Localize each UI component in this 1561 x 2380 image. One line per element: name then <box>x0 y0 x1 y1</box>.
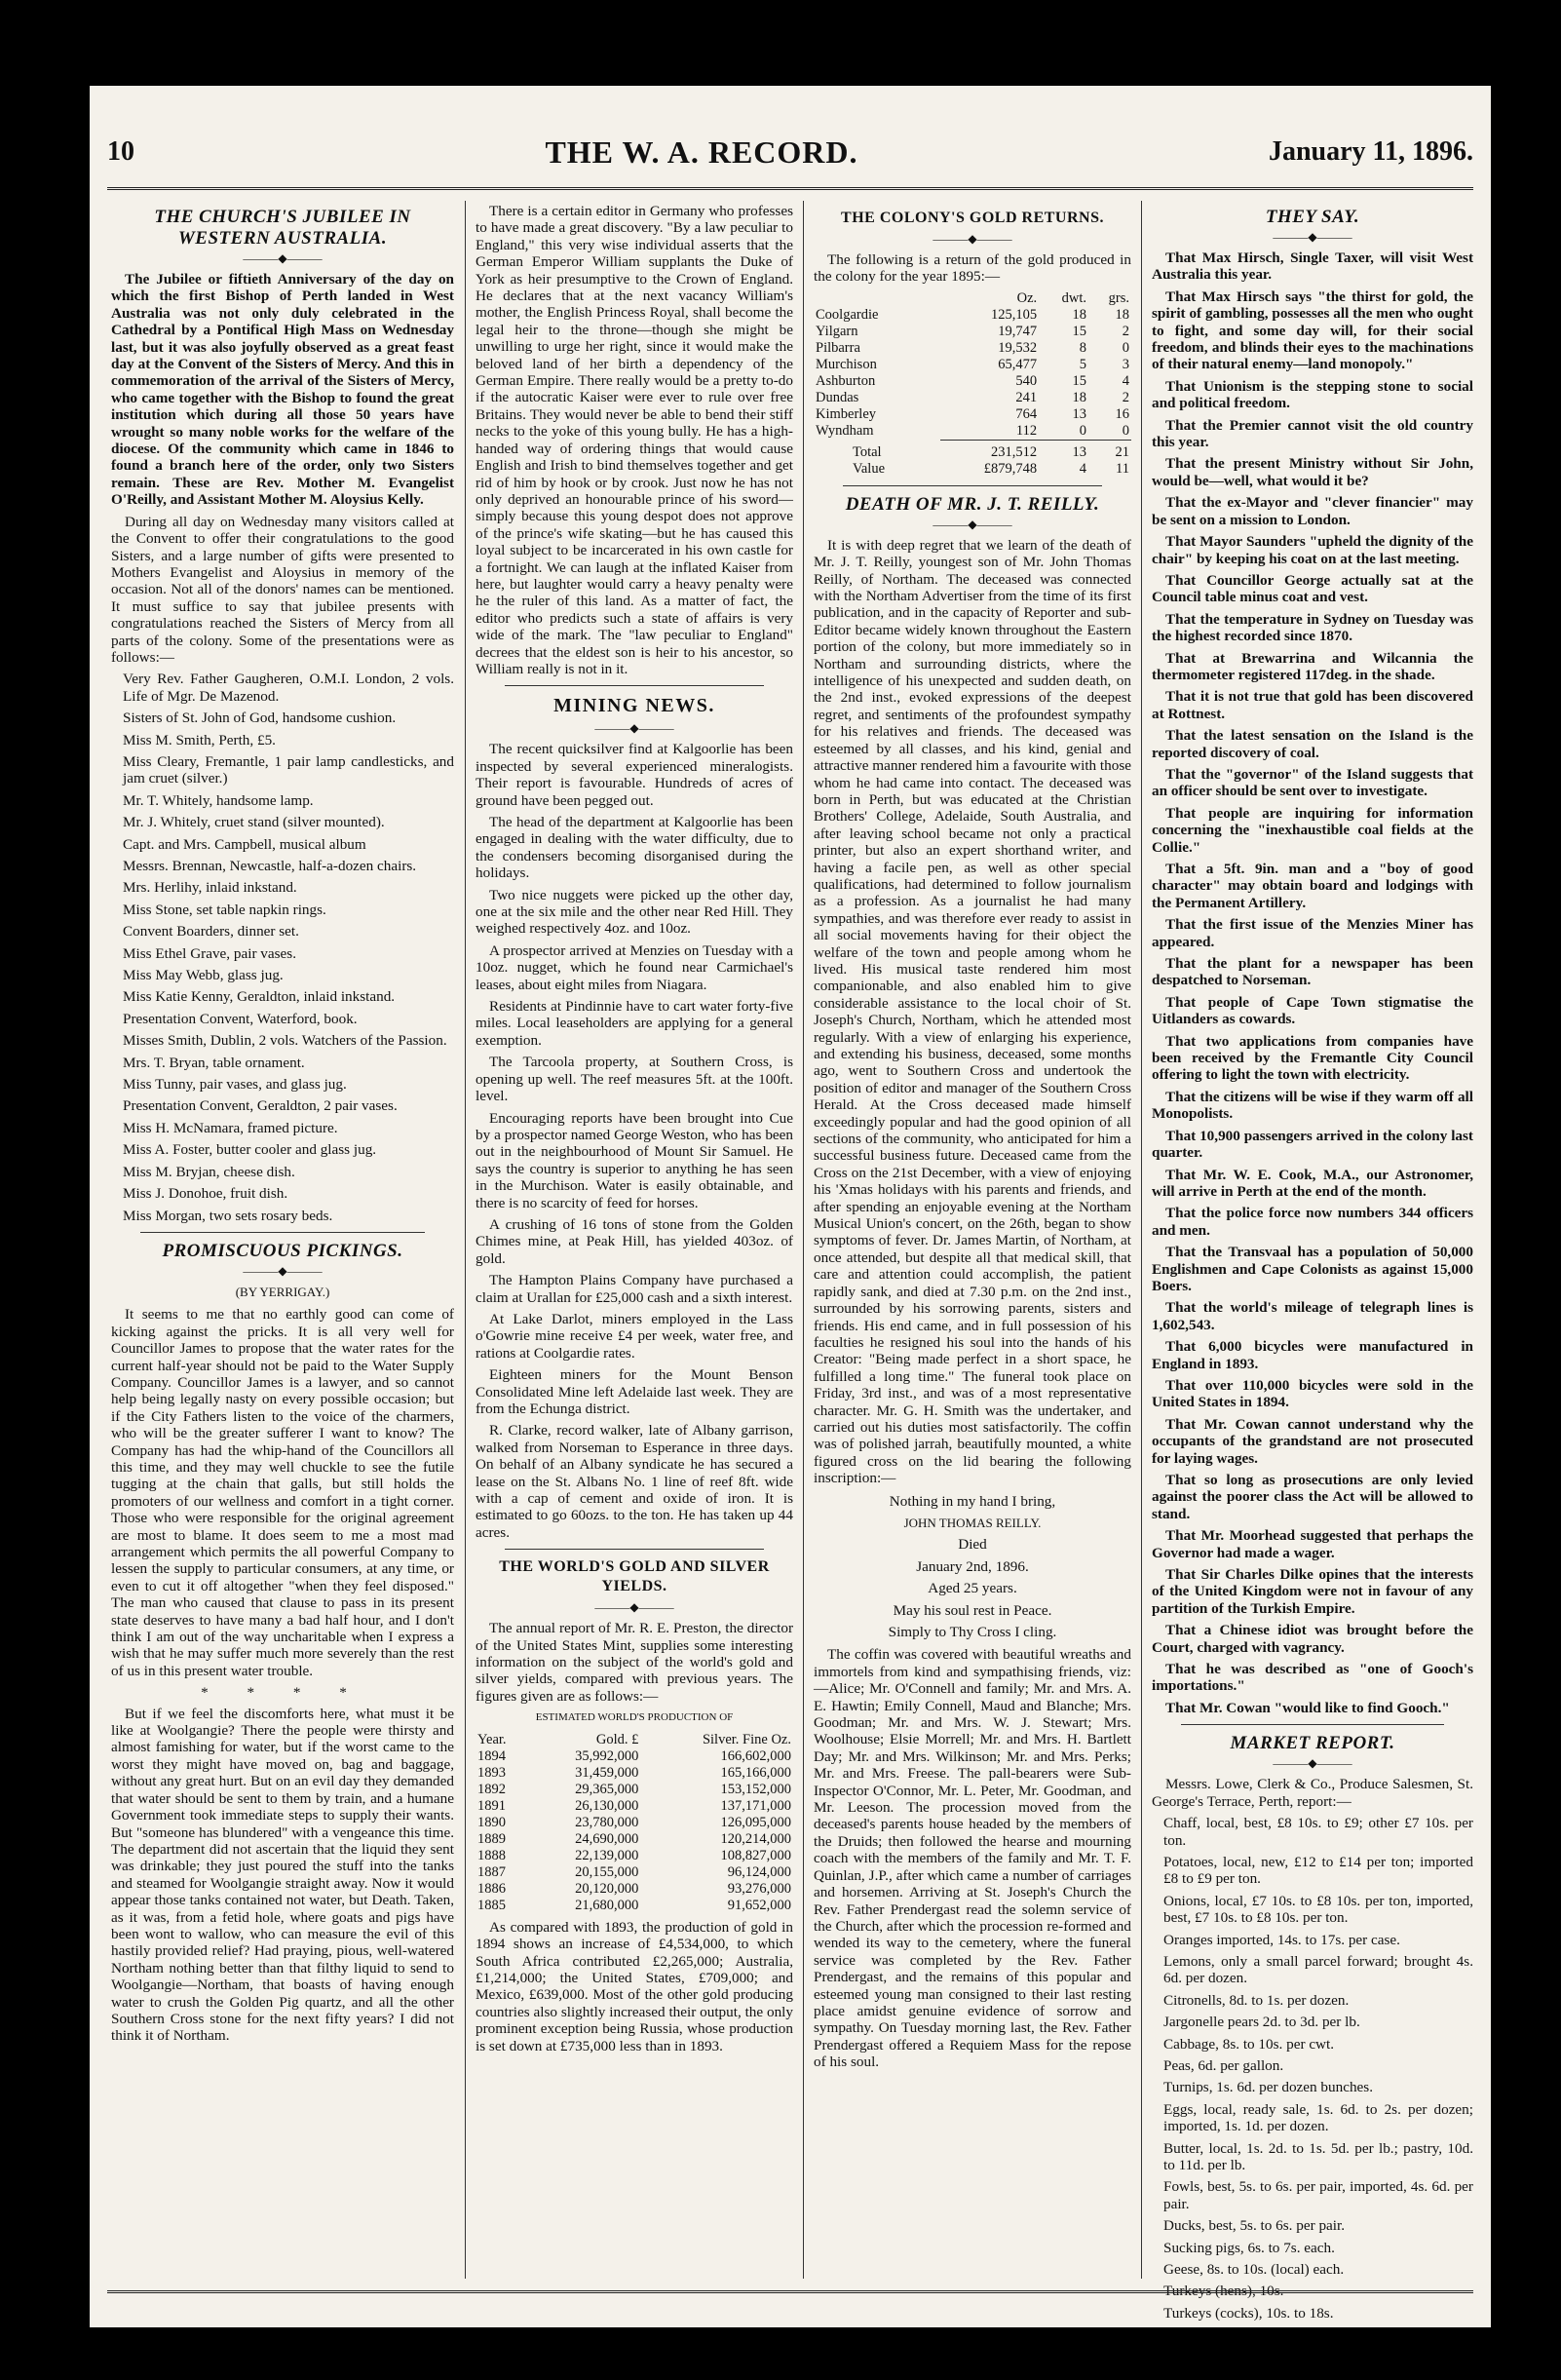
article-paragraph: At Lake Darlot, miners employed in the Lass o'Gowrie mine receive £4 per week, water free, and rations at Coolgardie rates. <box>476 1310 793 1362</box>
article-heading: MINING NEWS. <box>553 695 715 717</box>
section-divider <box>505 1549 764 1550</box>
table-cell: 1887 <box>477 1863 506 1880</box>
column-divider <box>803 201 804 2279</box>
list-item: That the police force now numbers 344 officers and men. <box>1152 1205 1473 1239</box>
table-cell: 21,680,000 <box>575 1897 639 1913</box>
article-paragraph: A prospector arrived at Menzies on Tuesday with a 10oz. nugget, which he found near Carmichael's leases, about eight miles from Niagara. <box>476 941 793 993</box>
ornament-divider: ———◆——— <box>933 517 1012 531</box>
list-item: Chaff, local, best, £8 10s. to £9; other £7 10s. per ton. <box>1163 1815 1473 1849</box>
table-cell: 1892 <box>477 1781 506 1797</box>
table-row <box>814 390 1131 406</box>
section-stars: * * * * <box>201 1684 364 1702</box>
table-cell: Yilgarn <box>816 323 858 339</box>
article-paragraph: Residents at Pindinnie have to cart water forty-five miles. Local leaseholders are applying for a general exemption. <box>476 998 793 1049</box>
article-paragraph: The annual report of Mr. R. E. Preston, the director of the United States Mint, supplies some interesting information on the subject of the world's gold and silver yields, compared with previous years. The figures given are as follows:— <box>476 1620 793 1705</box>
inscription-line: JOHN THOMAS REILLY. <box>903 1515 1042 1530</box>
table-row <box>814 406 1131 423</box>
table-row <box>476 1898 793 1914</box>
list-item: That so long as prosecutions are only levied against the poorer class the Act will be allowed to stand. <box>1152 1472 1473 1522</box>
list-item: Eggs, local, ready sale, 1s. 6d. to 2s. per dozen; imported, 1s. 1d. per dozen. <box>1163 2100 1473 2135</box>
table-cell: Murchison <box>816 356 877 372</box>
footer-rule <box>107 2290 1473 2293</box>
table-cell: 0 <box>1122 339 1129 356</box>
list-item: That a Chinese idiot was brought before the Court, charged with vagrancy. <box>1152 1622 1473 1656</box>
list-item: That the latest sensation on the Island is the reported discovery of coal. <box>1152 727 1473 761</box>
list-item: That Max Hirsch says "the thirst for gold, the spirit of gambling, possesses all the men who ought to fight, and some day will, for their social freedom, and blinds their eyes to the machinations of their natural enemy—land monopoly." <box>1152 288 1473 373</box>
list-item: Cabbage, 8s. to 10s. per cwt. <box>1163 2035 1335 2053</box>
list-item: Miss J. Donohoe, fruit dish. <box>123 1185 288 1203</box>
ornament-divider: ———◆——— <box>933 232 1012 246</box>
table-cell: 108,827,000 <box>720 1847 791 1863</box>
list-item: That the present Ministry without Sir John, would be—well, what would it be? <box>1152 455 1473 489</box>
table-cell: 96,124,000 <box>727 1863 791 1880</box>
table-cell: 13 <box>1072 405 1087 422</box>
table-row <box>814 373 1131 390</box>
table-header-cell: grs. <box>1108 289 1129 306</box>
table-cell: 1886 <box>477 1880 506 1897</box>
article-paragraph: The Hampton Plains Company have purchased a claim at Urallan for £25,000 cash and a sixth interest. <box>476 1272 793 1306</box>
table-cell: 13 <box>1039 440 1088 461</box>
table-header-cell: Silver. Fine Oz. <box>702 1731 791 1747</box>
value-row <box>814 461 1131 478</box>
list-item: That he was described as "one of Gooch's importations." <box>1152 1661 1473 1695</box>
article-heading: PROMISCUOUS PICKINGS. <box>162 1240 403 1261</box>
table-cell: 11 <box>1116 460 1129 477</box>
table-cell: 29,365,000 <box>575 1781 639 1797</box>
newspaper-page <box>90 86 1491 2327</box>
list-item: Mr. T. Whitely, handsome lamp. <box>123 791 314 809</box>
list-item: Ducks, best, 5s. to 6s. per pair. <box>1163 2217 1346 2235</box>
list-item: Mrs. Herlihy, inlaid inkstand. <box>123 879 297 897</box>
list-item: That two applications from companies have been received by the Fremantle City Council offering to light the town with electricity. <box>1152 1032 1473 1084</box>
ornament-divider: ———◆——— <box>243 1263 323 1278</box>
list-item: Messrs. Brennan, Newcastle, half-a-dozen chairs. <box>123 858 417 874</box>
table-cell: 19,747 <box>998 323 1038 339</box>
column-1 <box>111 203 454 2279</box>
article-paragraph: The Tarcoola property, at Southern Cross, is opening up well. The reef measures 5ft. at the 100ft. level. <box>476 1054 793 1105</box>
list-item: Miss Cleary, Fremantle, 1 pair lamp candlesticks, and jam cruet (silver.) <box>123 752 454 787</box>
inscription-line: May his soul rest in Peace. <box>893 1601 1052 1619</box>
table-cell: 31,459,000 <box>575 1764 639 1781</box>
list-item: Butter, local, 1s. 2d. to 1s. 5d. per lb.; pastry, 10d. to 11d. per lb. <box>1163 2139 1473 2173</box>
table-cell: Total <box>853 443 882 460</box>
list-item: Presentation Convent, Waterford, book. <box>123 1010 358 1027</box>
list-item: That people of Cape Town stigmatise the Uitlanders as cowards. <box>1152 993 1473 1028</box>
gift-list <box>111 671 454 1224</box>
table-cell: 0 <box>1122 422 1129 439</box>
article-paragraph: There is a certain editor in Germany who professes to have made a great discovery. "By a law peculiar to England," this very wise individual asserts that the German Emperor William supplants the Duke of York as heir presumptive to the Crown of England. He declares that at the next vacancy William's mother, the English Princess Royal, shall become the legal heir to the throne—though she might be unwilling to urge her right, since it would make the beloved land of her birth a dependency of the German Empire. There really would be a pretty to-do if the autocratic Kaiser were ever to rule over free Britains. They would never be able to bend their stiff necks to the yoke of this young bully. He has a high-handed way of ordering things that would cause English and Irish to bind themselves together and get rid of him by hook or by crook. Just now he has not only deprived an honourable prince of his sword—simply because this young despot does not approve of the prince's wife skating—but he has caused this loyal subject to be incarcerated in his own castle for a fortnight. We can laugh at the inflated Kaiser from here, but laughter would carry a heavy penalty were he the ruler of this land. As a matter of fact, the editor who predicts such a state of affairs is very wide of the mark. The "law peculiar to England" decrees that the eldest son is heir to his ancestor, so William really is not in it. <box>476 203 793 677</box>
list-item: That Mr. Cowan "would like to find Gooch." <box>1165 1699 1450 1716</box>
issue-date: January 11, 1896. <box>1268 136 1473 167</box>
article-paragraph: The coffin was covered with beautiful wreaths and immortels from kind and sympathising friends, viz:—Alice; Mr. O'Connell and family; Mr. and Mrs. A. E. Hawtin; Emily Connell, Maud and Blanche; Mrs. Goodman; Mr. and Mrs. W. J. Stewart; Mrs. Woolhouse; Elsie Morrell; Mr. and Mrs. H. Bartlett Day; Mr. and Mrs. Wilkinson; Mr. and Mrs. Perks; Mr. and Mrs. Freese. The pall-bearers were Sub-Inspector O'Connor, Mr. L. Peter, Mr. Goodman, and Mr. Leeson. The procession moved from the deceased's parents house headed by the members of the Druids; then followed the hearse and mourning coach with the members of the family and Mr. T. F. Quinlan, J.P., after which came a number of carriages and horsemen. Arriving at St. Joseph's Church the Rev. Father Prendergast read the solemn service of the Church, after which the procession re-formed and wended its way to the cemetery, where the funeral service was completed by the Rev. Father Prendergast, and the remains of this popular and esteemed young man consigned to their last resting place amidst genuine evidence of sorrow and sympathy. On Tuesday morning last, the Rev. Father Prendergast offered a Requiem Mass for the repose of his soul. <box>814 1646 1131 2071</box>
table-row <box>476 1798 793 1815</box>
table-cell: 2 <box>1122 389 1129 405</box>
list-item: That over 110,000 bicycles were sold in the United States in 1894. <box>1152 1376 1473 1411</box>
inscription-line: Aged 25 years. <box>928 1580 1017 1597</box>
list-item: That the "governor" of the Island suggests that an officer should be sent over to investigate. <box>1152 765 1473 800</box>
list-item: Miss Stone, set table napkin rings. <box>123 901 326 918</box>
list-item: That Sir Charles Dilke opines that the interests of the United Kingdom were not in favour of any partition of the Turkish Empire. <box>1152 1566 1473 1617</box>
table-cell: 165,166,000 <box>720 1764 791 1781</box>
total-row <box>814 440 1131 461</box>
inscription-line: January 2nd, 1896. <box>916 1557 1029 1575</box>
table-cell: 126,095,000 <box>720 1814 791 1830</box>
table-cell: 5 <box>1079 356 1087 372</box>
article-heading: THE CHURCH'S JUBILEE IN WESTERN AUSTRALIA. <box>154 207 411 249</box>
list-item: Miss May Webb, glass jug. <box>123 967 284 984</box>
inscription-line: Simply to Thy Cross I cling. <box>888 1624 1057 1640</box>
table-cell: 764 <box>1015 405 1038 422</box>
list-item: That Max Hirsch, Single Taxer, will visit West Australia this year. <box>1152 250 1473 284</box>
list-item: Oranges imported, 14s. to 17s. per case. <box>1163 1931 1400 1948</box>
list-item: Capt. and Mrs. Campbell, musical album <box>123 835 366 853</box>
table-cell: 26,130,000 <box>575 1797 639 1814</box>
masthead-rule <box>107 187 1473 190</box>
list-item: Presentation Convent, Geraldton, 2 pair vases. <box>123 1097 398 1115</box>
table-header-cell: dwt. <box>1061 289 1087 306</box>
article-heading: THE COLONY'S GOLD RETURNS. <box>841 210 1104 226</box>
table-cell: 1889 <box>477 1830 506 1847</box>
inscription-line: Nothing in my hand I bring, <box>889 1492 1056 1510</box>
table-header <box>476 1732 793 1748</box>
list-item: Mr. J. Whitely, cruet stand (silver mounted). <box>123 814 385 831</box>
list-item: Convent Boarders, dinner set. <box>123 923 299 940</box>
article-paragraph: It seems to me that no earthly good can come of kicking against the pricks. It is all very well for Councillor James to propose that the water rates for the current half-year should not be paid to the Water Supply Company. Councillor James is a lawyer, and so cannot help being legally nasty on every possible occasion; but if the City Fathers listen to the voice of the charmers, who will be the greater sufferer I want to know? The Company has had the whip-hand of the Councillors all this time, and they may well chuckle to see the futile tugging at the chain that galls, but still holds the promoters of our wellness and comfort in a tight corner. Those who were responsible for the original agreement are most to blame. It does seem to me a most mad arrangement which permits the all powerful Company to lessen the supply to particular consumers, at any time, or even to cut it off altogether "when they feel disposed." The man who caused that clause to pass in its present state deserves to have many a bad half hour, and I don't think I am out of the way uncharitable when I express a wish that he may suffer much more severely than the rest of us in this present water trouble. <box>111 1306 454 1679</box>
list-item: Citronells, 8d. to 1s. per dozen. <box>1163 1991 1350 2009</box>
column-4 <box>1152 203 1473 2322</box>
list-item: Potatoes, local, new, £12 to £14 per ton; imported £8 to £9 per ton. <box>1163 1853 1473 1888</box>
table-cell: Kimberley <box>816 405 877 422</box>
table-cell: 3 <box>1122 356 1129 372</box>
table-cell: 153,152,000 <box>720 1781 791 1797</box>
list-item: Miss H. McNamara, framed picture. <box>123 1119 338 1136</box>
inscription <box>814 1493 1131 1641</box>
table-header-cell <box>814 290 940 307</box>
article-paragraph: As compared with 1893, the production of gold in 1894 shows an increase of £4,534,000, to which South Africa contributed £2,265,000; Australia, £1,214,000; the United States, £709,000; and Mexico, £639,000. Most of the other gold producing countries also slightly increased their output, the only prominent exception being Russia, whose production is set down at £735,000 less than in 1893. <box>476 1918 793 2054</box>
table-cell: 19,532 <box>998 339 1038 356</box>
table-title: ESTIMATED WORLD'S PRODUCTION OF <box>535 1711 734 1724</box>
table-cell: 18 <box>1115 306 1129 323</box>
table-cell: 0 <box>1079 422 1087 439</box>
article-paragraph: It is with deep regret that we learn of the death of Mr. J. T. Reilly, youngest son of Mr. John Thomas Reilly, of Northam. The deceased was connected with the Northam Advertiser from the time of its first publication, and in the capacity of Reporter and sub-Editor became widely known throughout the Eastern portion of the colony, but more immediately so in Northam and surrounding districts, where the intelligence of his unexpected and sudden death, on the 2nd inst., evoked expressions of the deepest regret, and sentiments of the profoundest sympathy for his relatives and friends. The deceased was esteemed by all classes, and his kind, genial and attractive manner rendered him a favourite with those whom he had came into contact. The deceased was born in Perth, but was educated at the Christian Brothers' College, Adelaide, South Australia, and after leaving school became not only a practical printer, but also an expert shorthand writer, and having a facile pen, as well as other special qualifications, had determined to follow journalism as a profession. As a journalist he had many sympathies, and was therefore ever ready to assist in all social movements having for their object the welfare of the town and people among whom he lived. His musical taste rendered him most companionable, and also enabled him to give considerable assistance to the local choir of St. Joseph's Church, Northam, which he attended most regularly. With a view of enlarging his experience, and extending his business, deceased, some months ago, went to Southern Cross and undertook the position of editor and manager of the Southern Cross Herald. At the Cross deceased made himself exceedingly popular and had the good opinion of all sections of the community, who anticipated for him a successful business future. Deceased came from the Cross on the 21st December, with a view of enjoying his 'Xmas holidays with his parents and friends, and after spending an enjoyable evening at the Northam Musical Union's concert, on the 26th, began to show symptoms of fever. Dr. James Martin, of Northam, at once attended, but despite all that medical skill, that care and attention could accomplish, the patient rapidly sank, and died at 7.30 p.m. on the 2nd inst., surrounded by his sorrowing parents, sisters and friends. His end came, and in full possession of his faculties he resigned his soul into the hands of his Creator: "Being made perfect in a short space, he fulfilled a long time." The funeral took place on Friday, 3rd inst., and was of a most representative character. Mr. G. H. Smith was the undertaker, and carried out his duties most satisfactorily. The coffin was of polished jarrah, beautifully mounted, a white figured cross on the lid bearing the following inscription:— <box>814 536 1131 1487</box>
they-say-list <box>1152 250 1473 1716</box>
page-number: 10 <box>107 136 134 167</box>
list-item: Miss Katie Kenny, Geraldton, inlaid inkstand. <box>123 988 396 1006</box>
table-cell: 2 <box>1122 323 1129 339</box>
list-item: Miss M. Smith, Perth, £5. <box>123 731 276 749</box>
list-item: That the temperature in Sydney on Tuesday was the highest recorded since 1870. <box>1152 610 1473 645</box>
article-paragraph: During all day on Wednesday many visitors called at the Convent to offer their congratulations to the good Sisters, and a large number of gifts were presented to Mothers Evangelist and Aloysius in memory of the occasion. Not all of the donors' names can be mentioned. It must suffice to say that jubilee presents with congratulations reached the Sisters of Mercy from all parts of the colony. Some of the presentations were as follows:— <box>111 513 454 666</box>
column-divider <box>1141 201 1142 2279</box>
list-item: That the citizens will be wise if they warm off all Monopolists. <box>1152 1088 1473 1123</box>
table-cell: £879,748 <box>983 460 1038 477</box>
list-item: That Unionism is the stepping stone to social and political freedom. <box>1152 377 1473 412</box>
list-item: Miss M. Bryjan, cheese dish. <box>123 1163 295 1180</box>
table-cell: 24,690,000 <box>575 1830 639 1847</box>
list-item: Sisters of St. John of God, handsome cushion. <box>123 710 397 727</box>
article-heading: THE WORLD'S GOLD AND SILVER YIELDS. <box>499 1558 770 1595</box>
table-header-cell: Year. <box>477 1731 507 1747</box>
section-divider <box>505 685 764 686</box>
article-paragraph: The following is a return of the gold produced in the colony for the year 1895:— <box>814 251 1131 286</box>
table-cell: 15 <box>1072 323 1087 339</box>
article-paragraph: Eighteen miners for the Mount Benson Consolidated Mine left Adelaide last week. They are from the Echunga district. <box>476 1366 793 1417</box>
ornament-divider: ———◆——— <box>1273 230 1352 244</box>
table-cell: 1890 <box>477 1814 506 1830</box>
table-cell: 23,780,000 <box>575 1814 639 1830</box>
table-cell: 8 <box>1079 339 1087 356</box>
table-cell: Ashburton <box>816 372 876 389</box>
list-item: Turnips, 1s. 6d. per dozen bunches. <box>1163 2079 1373 2096</box>
article-paragraph: Encouraging reports have been brought into Cue by a prospector named George Weston, who has been out in the neighbourhood of Mount Sir Samuel. He says the country is superior to anything he has seen in the Murchison. Water is easily obtainable, and there is no scarcity of feed for horses. <box>476 1109 793 1211</box>
table-header-cell: Oz. <box>1016 289 1038 306</box>
table-cell: 91,652,000 <box>727 1897 791 1913</box>
list-item: That Mr. Cowan cannot understand why the occupants of the grandstand are not prosecuted for laying wages. <box>1152 1415 1473 1467</box>
list-item: Miss Morgan, two sets rosary beds. <box>123 1207 333 1224</box>
table-cell: 1891 <box>477 1797 506 1814</box>
article-heading: MARKET REPORT. <box>1230 1733 1395 1754</box>
list-item: That the Premier cannot visit the old country this year. <box>1152 416 1473 451</box>
table-row <box>814 423 1131 441</box>
list-item: Sucking pigs, 6s. to 7s. each. <box>1163 2239 1335 2256</box>
list-item: That people are inquiring for information concerning the "inexhaustible coal fields at the Collie." <box>1152 804 1473 856</box>
table-row <box>476 1881 793 1898</box>
list-item: That 6,000 bicycles were manufactured in England in 1893. <box>1152 1338 1473 1372</box>
table-row <box>814 307 1131 324</box>
table-cell: 1885 <box>477 1897 506 1913</box>
table-cell: 22,139,000 <box>575 1847 639 1863</box>
column-3 <box>814 203 1131 2279</box>
table-header <box>814 290 1131 307</box>
ornament-divider: ———◆——— <box>1273 1756 1352 1771</box>
ornament-divider: ———◆——— <box>594 1600 674 1615</box>
list-item: That the plant for a newspaper has been despatched to Norseman. <box>1152 955 1473 989</box>
article-paragraph: But if we feel the discomforts here, what must it be like at Woolgangie? There the people were thirsty and almost famishing for water, but if the worst came to the worst they might have moved on, bag and baggage, without any great hurt. But on an evil day they demanded that water should be sent to them by train, and a humane Government took immediate steps to supply their wants. But "someone has blundered" with a vengeance this time. The department did not ascertain that the liquid they sent was drinkable; they just poured the stuff into the tanks and steamed for Woolgangie straight away. Now it would appear those tanks contained not water, but Death. Taken, as it was, from a fetid hole, where goats and pigs have been wont to wallow, who can measure the evil of this hastily provided relief? Had praying, pious, well-watered Northam nothing better than that filthy liquid to send to Woolgangie—Northam, that boasts of having enough water to crush the Golden Pig quartz, and all the other Southern Cross stone for the next fifty years? I did not think it of Northam. <box>111 1705 454 2045</box>
list-item: Jargonelle pears 2d. to 3d. per lb. <box>1163 2014 1360 2031</box>
table-cell: 137,171,000 <box>720 1797 791 1814</box>
table-cell: 15 <box>1072 372 1087 389</box>
table-cell: 18 <box>1072 306 1087 323</box>
table-cell: 231,512 <box>940 440 1039 461</box>
article-paragraph: The recent quicksilver find at Kalgoorlie has been inspected by several experienced mineralogists. Their report is favourable. Hundreds of acres of ground have been pegged out. <box>476 741 793 809</box>
market-list <box>1152 1815 1473 2322</box>
list-item: That Mayor Saunders "upheld the dignity of the chair" by keeping his coat on at the last meeting. <box>1152 533 1473 567</box>
list-item: That the world's mileage of telegraph lines is 1,602,543. <box>1152 1299 1473 1333</box>
list-item: Miss A. Foster, butter cooler and glass jug. <box>123 1141 377 1159</box>
list-item: Lemons, only a small parcel forward; brought 4s. 6d. per dozen. <box>1163 1952 1473 1987</box>
table-row <box>476 1815 793 1831</box>
table-cell: Dundas <box>816 389 859 405</box>
table-cell: 125,105 <box>991 306 1038 323</box>
table-cell: 16 <box>1115 405 1129 422</box>
list-item: That it is not true that gold has been discovered at Rottnest. <box>1152 688 1473 722</box>
list-item: That the first issue of the Menzies Miner has appeared. <box>1152 916 1473 950</box>
table-row <box>476 1765 793 1782</box>
table-cell: 1894 <box>477 1747 506 1764</box>
list-item: That Councillor George actually sat at the Council table minus coat and vest. <box>1152 571 1473 606</box>
section-divider <box>1181 1724 1444 1725</box>
table-cell: 93,276,000 <box>727 1880 791 1897</box>
table-cell: 1893 <box>477 1764 506 1781</box>
table-cell: 540 <box>1015 372 1038 389</box>
article-paragraph: R. Clarke, record walker, late of Albany garrison, walked from Norseman to Esperance in three days. On behalf of an Albany syndicate he has secured a lease on the St. Albans No. 1 line of reef 8ft. wide with a cap of cement and oxide of iron. It is estimated to go 60ozs. to the ton. He has taken up 44 acres. <box>476 1422 793 1541</box>
table-row <box>476 1748 793 1765</box>
production-table <box>476 1732 793 1914</box>
section-divider <box>843 485 1102 486</box>
table-cell: Coolgardie <box>816 306 879 323</box>
table-row <box>476 1831 793 1848</box>
list-item: That a 5ft. 9in. man and a "boy of good character" may obtain board and lodgings with the Permanent Artillery. <box>1152 861 1473 911</box>
list-item: That Mr. W. E. Cook, M.A., our Astronomer, will arrive in Perth at the end of the month. <box>1152 1166 1473 1200</box>
article-lead: The Jubilee or fiftieth Anniversary of the day on which the first Bishop of Perth landed in West Australia was not only duly celebrated in the Cathedral by a Pontifical High Mass on Wednesday last, but it was also joyfully observed as a great feast day at the Convent of the Sisters of Mercy. And this in commemoration of the arrival of the Sisters of Mercy, who came together with the Bishop to found the great institution which during all those 50 years have wrought so many noble works for the welfare of the diocese. Of the community which came in 1846 to found a branch here of the order, only two Sisters remain. These are Rev. Mother M. Evangelist O'Reilly, and Assistant Mother M. Aloysius Kelly. <box>111 271 454 509</box>
list-item: Peas, 6d. per gallon. <box>1163 2056 1284 2074</box>
table-cell: 21 <box>1088 440 1131 461</box>
table-row <box>814 324 1131 340</box>
table-cell: Wyndham <box>816 423 874 440</box>
list-item: Miss Ethel Grave, pair vases. <box>123 944 296 962</box>
inscription-line: Died <box>958 1536 987 1554</box>
table-cell: 35,992,000 <box>575 1747 639 1764</box>
list-item: That at Brewarrina and Wilcannia the thermometer registered 117deg. in the shade. <box>1152 649 1473 683</box>
ornament-divider: ———◆——— <box>243 251 323 265</box>
table-cell: Value <box>853 460 886 477</box>
article-paragraph: Messrs. Lowe, Clerk & Co., Produce Salesmen, St. George's Terrace, Perth, report:— <box>1152 1776 1473 1810</box>
list-item: Miss Tunny, pair vases, and glass jug. <box>123 1076 347 1094</box>
list-item: Geese, 8s. to 10s. (local) each. <box>1163 2261 1345 2279</box>
table-cell: 120,214,000 <box>720 1830 791 1847</box>
table-cell: 112 <box>1015 422 1038 439</box>
list-item: That 10,900 passengers arrived in the colony last quarter. <box>1152 1127 1473 1162</box>
table-row <box>814 340 1131 357</box>
section-divider <box>140 1232 425 1233</box>
list-item: Turkeys (cocks), 10s. to 18s. <box>1163 2304 1334 2322</box>
table-cell: 4 <box>1079 460 1087 477</box>
table-cell: 4 <box>1122 372 1129 389</box>
list-item: Mrs. T. Bryan, table ornament. <box>123 1054 305 1071</box>
list-item: Turkeys (hens), 10s. <box>1163 2283 1284 2300</box>
list-item: Fowls, best, 5s. to 6s. per pair, imported, 4s. 6d. per pair. <box>1163 2178 1473 2212</box>
list-item: That the Transvaal has a population of 50,000 Englishmen and Cape Colonists as against 15,000 Boers. <box>1152 1244 1473 1294</box>
table-cell: 1888 <box>477 1847 506 1863</box>
table-row <box>476 1864 793 1881</box>
list-item: Onions, local, £7 10s. to £8 10s. per ton, imported, best, £7 10s. to £8 10s. per ton. <box>1163 1892 1473 1927</box>
table-cell: 241 <box>1015 389 1038 405</box>
column-2 <box>476 203 793 2279</box>
table-row <box>476 1782 793 1798</box>
article-paragraph: Two nice nuggets were picked up the other day, one at the six mile and the other near Red Hill. They weighed respectively 4oz. and 10oz. <box>476 886 793 938</box>
table-cell: 18 <box>1072 389 1087 405</box>
list-item: Very Rev. Father Gaugheren, O.M.I. London, 2 vols. Life of Mgr. De Mazenod. <box>123 671 454 705</box>
table-row <box>476 1848 793 1864</box>
table-cell: 65,477 <box>998 356 1038 372</box>
ornament-divider: ———◆——— <box>594 721 674 736</box>
table-cell: 166,602,000 <box>720 1747 791 1764</box>
list-item: Misses Smith, Dublin, 2 vols. Watchers of the Passion. <box>123 1032 447 1050</box>
list-item: That the ex-Mayor and "clever financier" may be sent on a mission to London. <box>1152 494 1473 528</box>
article-paragraph: The head of the department at Kalgoorlie has been engaged in dealing with the water difficulty, due to the condensers becoming disorganised during the holidays. <box>476 814 793 882</box>
table-cell: 20,120,000 <box>575 1880 639 1897</box>
masthead <box>107 127 1473 177</box>
list-item: That Mr. Moorhead suggested that perhaps the Governor had made a wager. <box>1152 1527 1473 1561</box>
table-row <box>814 357 1131 373</box>
gold-returns-table <box>814 290 1131 478</box>
newspaper-title: THE W. A. RECORD. <box>545 134 858 170</box>
article-heading: THEY SAY. <box>1265 207 1360 227</box>
table-cell: Pilbarra <box>816 339 860 356</box>
article-paragraph: A crushing of 16 tons of stone from the Golden Chimes mine, at Peak Hill, has yielded 403oz. of gold. <box>476 1215 793 1267</box>
table-cell: 20,155,000 <box>575 1863 639 1880</box>
column-divider <box>465 201 466 2279</box>
article-heading: DEATH OF MR. J. T. REILLY. <box>845 493 1100 515</box>
article-byline: (BY YERRIGAY.) <box>235 1284 330 1299</box>
table-header-cell: Gold. £ <box>595 1731 639 1747</box>
